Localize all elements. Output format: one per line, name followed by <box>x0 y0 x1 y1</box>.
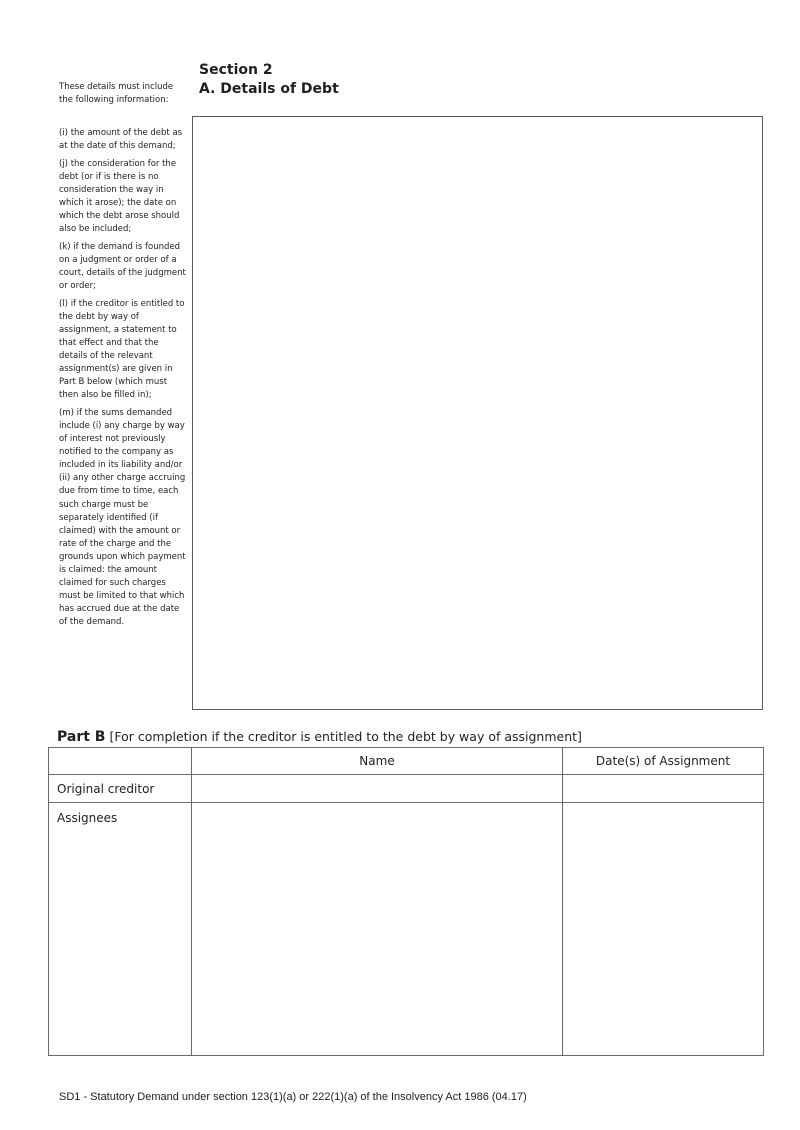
part-b-label: Part B <box>57 729 106 745</box>
assignment-table <box>48 747 764 1056</box>
note-j: (j) the consideration for the debt (or if is there is no consideration the way in which it arose); the date on which the debt arose should also be included; <box>59 158 180 235</box>
debt-details-field[interactable] <box>192 116 763 710</box>
page-footer: SD1 - Statutory Demand under section 123(1)(a) or 222(1)(a) of the Insolvency Act 1986 (04.17) <box>59 1091 527 1103</box>
note-k: (k) if the demand is founded on a judgment or order of a court, details of the judgment or order; <box>59 241 186 292</box>
part-b-heading <box>57 729 582 745</box>
note-m: (m) if the sums demanded include (i) any charge by way of interest not previously notified to the company as included in its liability and/or (ii) any other charge accruing due from time to time, each such charge must be separately identified (if claimed) with the amount or rate of the charge and the grounds upon which payment is claimed: the amount claimed for such charges must be limited to that which has accrued due at the date of the demand. <box>59 407 186 628</box>
table-row <box>49 803 764 1056</box>
section-title: A. Details of Debt <box>199 81 339 97</box>
sidebar-notes <box>59 127 189 634</box>
section-heading <box>199 61 339 99</box>
table-row <box>49 775 764 803</box>
table-header-row <box>49 748 764 775</box>
assignees-name-field[interactable] <box>192 803 563 1056</box>
assignees-label: Assignees <box>49 803 192 1056</box>
note-i: (i) the amount of the debt as at the date of this demand; <box>59 128 183 152</box>
section-number: Section 2 <box>199 62 273 78</box>
assignees-date-field[interactable] <box>563 803 764 1056</box>
original-creditor-name-field[interactable] <box>192 775 563 803</box>
note-l: (l) if the creditor is entitled to the debt by way of assignment, a statement to that effect and that the details of the relevant assignment(s) are given in Part B below (which must then also be filled in); <box>59 298 185 401</box>
original-creditor-label: Original creditor <box>49 775 192 803</box>
sidebar-intro: These details must include the following information: <box>59 82 174 105</box>
header-blank <box>49 748 192 775</box>
header-date: Date(s) of Assignment <box>563 748 764 775</box>
header-name: Name <box>192 748 563 775</box>
part-b-description: [For completion if the creditor is entitled to the debt by way of assignment] <box>109 729 582 744</box>
original-creditor-date-field[interactable] <box>563 775 764 803</box>
